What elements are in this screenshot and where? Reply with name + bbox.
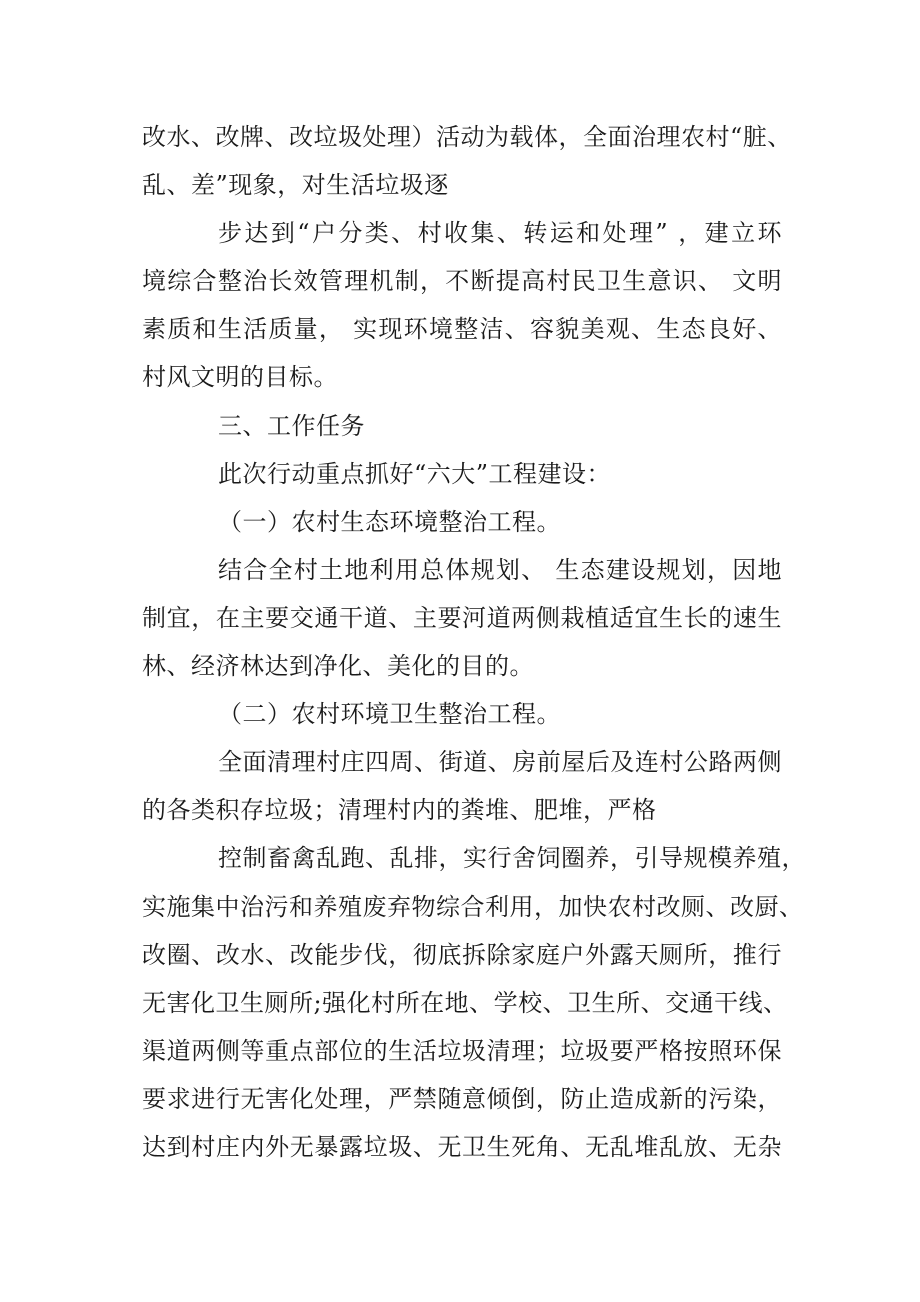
paragraph-start-line: 控制畜禽乱跑、乱排，实行舍饲圈养，引导规模养殖，	[218, 844, 806, 873]
text-line: 要求进行无害化处理，严禁随意倾倒，防止造成新的污染，	[142, 1084, 782, 1113]
text-line: 村风文明的目标。	[142, 363, 338, 392]
text-line: 境综合整治长效管理机制，不断提高村民卫生意识、 文明	[142, 267, 782, 296]
subsection-heading: （一）农村生态环境整治工程。	[218, 507, 561, 536]
text-line: 林、经济林达到净化、美化的目的。	[142, 652, 534, 681]
paragraph-start-line: 全面清理村庄四周、街道、房前屋后及连村公路两侧	[218, 748, 782, 777]
paragraph-start-line: 此次行动重点抓好“六大”工程建设：	[218, 459, 612, 488]
document-body	[142, 113, 806, 1171]
subsection-heading: （二）农村环境卫生整治工程。	[218, 700, 561, 729]
section-heading: 三、工作任务	[218, 411, 365, 440]
text-line: 无害化卫生厕所;强化村所在地、学校、卫生所、交通干线、	[142, 988, 788, 1017]
paragraph-start-line: 步达到“户分类、村收集、转运和处理” ，建立环	[218, 219, 782, 248]
paragraph-start-line: 结合全村土地利用总体规划、 生态建设规划，因地	[218, 555, 782, 584]
text-line: 达到村庄内外无暴露垃圾、无卫生死角、无乱堆乱放、无杂	[142, 1132, 782, 1161]
text-line: 乱、差”现象，对生活垃圾逐	[142, 171, 449, 200]
text-line: 渠道两侧等重点部位的生活垃圾清理；垃圾要严格按照环保	[142, 1036, 782, 1065]
text-line: 实施集中治污和养殖废弃物综合利用，加快农村改厕、改厨、	[142, 892, 804, 921]
text-line: 素质和生活质量， 实现环境整洁、容貌美观、生态良好、	[142, 315, 782, 344]
text-line: 改圈、改水、改能步伐，彻底拆除家庭户外露天厕所，推行	[142, 940, 782, 969]
text-line: 制宜，在主要交通干道、主要河道两侧栽植适宜生长的速生	[142, 603, 782, 632]
text-line: 的各类积存垃圾；清理村内的粪堆、肥堆，严格	[142, 796, 657, 825]
text-line: 改水、改牌、改垃圾处理）活动为载体，全面治理农村“脏、	[142, 123, 792, 151]
